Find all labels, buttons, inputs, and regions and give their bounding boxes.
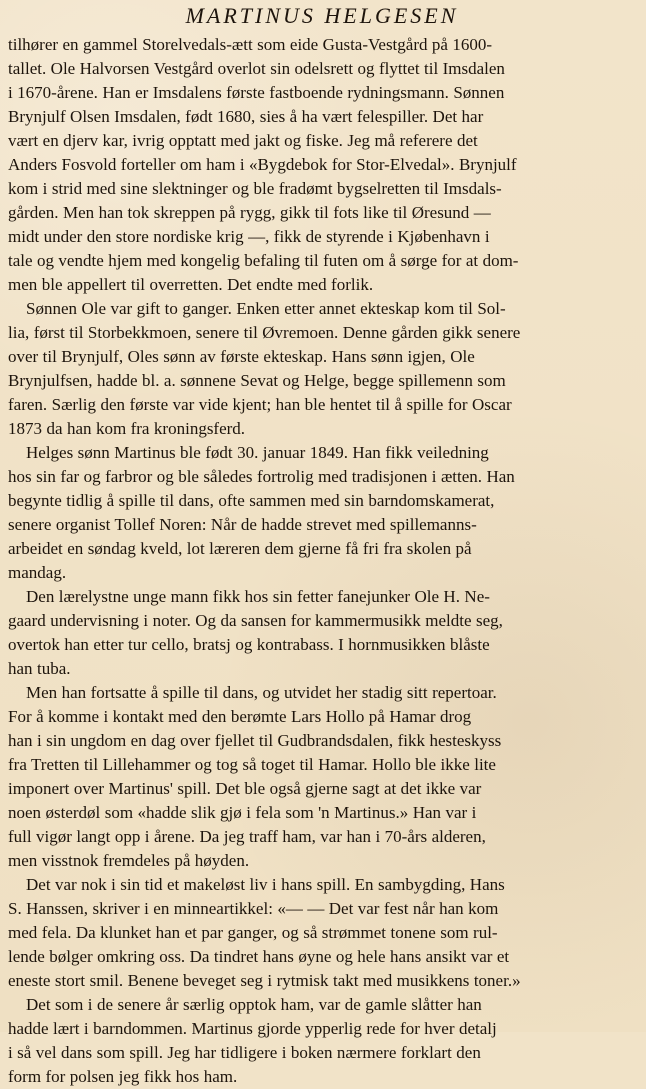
paragraph-1-line-9: midt under den store nordiske krig —, fikk de styrende i Kjøbenhavn i [8, 227, 490, 246]
paragraph-1-line-6: Anders Fosvold forteller om ham i «Bygdebok for Stor-Elvedal». Brynjulf [8, 155, 517, 174]
paragraph-1-line-1: tilhører en gammel Storelvedals-ætt som eide Gusta-Vestgård på 1600- [8, 35, 493, 54]
paragraph-5-line-4: fra Tretten til Lillehammer og tog så toget til Hamar. Hollo ble ikke lite [8, 755, 496, 774]
paragraph-6-line-4: lende bølger omkring oss. Da tindret hans øyne og hele hans ansikt var et [8, 947, 510, 966]
paragraph-5-line-5: imponert over Martinus' spill. Det ble også gjerne sagt at det ikke var [8, 779, 482, 798]
paragraph-3 [8, 441, 636, 585]
paragraph-7-line-1: Det som i de senere år særlig opptok ham, var de gamle slåtter han [26, 995, 482, 1014]
paragraph-2-line-6: 1873 da han kom fra kroningsferd. [8, 419, 246, 438]
paragraph-1-line-3: i 1670-årene. Han er Imsdalens første fastboende rydningsmann. Sønnen [8, 83, 505, 102]
paragraph-2-line-2: lia, først til Storbekkmoen, senere til Øvremoen. Denne gården gikk senere [8, 323, 521, 342]
paragraph-1-line-4: Brynjulf Olsen Imsdalen, født 1680, sies å ha vært felespiller. Det har [8, 107, 484, 126]
paragraph-3-line-4: senere organist Tollef Noren: Når de hadde strevet med spillemanns- [8, 515, 477, 534]
paragraph-2-line-5: faren. Særlig den første var vide kjent; han ble hentet til å spille for Oscar [8, 395, 512, 414]
paragraph-6-line-5: eneste stort smil. Benene beveget seg i rytmisk takt med musikkens toner.» [8, 971, 521, 990]
paragraph-7-line-2: hadde lært i barndommen. Martinus gjorde ypperlig rede for hver detalj [8, 1019, 497, 1038]
paragraph-5-line-8: men visstnok fremdeles på høyden. [8, 851, 250, 870]
paragraph-5-line-3: han i sin ungdom en dag over fjellet til Gudbrandsdalen, fikk hesteskyss [8, 731, 502, 750]
paragraph-7-line-3: i så vel dans som spill. Jeg har tidligere i boken nærmere forklart den [8, 1043, 481, 1062]
paragraph-3-line-6: mandag. [8, 563, 67, 582]
paragraph-4-line-1: Den lærelystne unge mann fikk hos sin fetter fanejunker Ole H. Ne- [26, 587, 490, 606]
paragraph-2-line-1: Sønnen Ole var gift to ganger. Enken etter annet ekteskap kom til Sol- [26, 299, 506, 318]
paragraph-2 [8, 297, 636, 441]
paragraph-7 [8, 993, 636, 1089]
paragraph-5-line-1: Men han fortsatte å spille til dans, og utvidet her stadig sitt repertoar. [26, 683, 497, 702]
paragraph-2-line-3: over til Brynjulf, Oles sønn av første ekteskap. Hans sønn igjen, Ole [8, 347, 475, 366]
paragraph-4-line-4: han tuba. [8, 659, 71, 678]
paragraph-1 [8, 33, 636, 297]
page-title: MARTINUS HELGESEN [185, 3, 459, 28]
paragraph-3-line-2: hos sin far og farbror og ble således fortrolig med tradisjonen i ætten. Han [8, 467, 515, 486]
paragraph-1-line-7: kom i strid med sine slektninger og ble fradømt bygselretten til Imsdals- [8, 179, 502, 198]
paragraph-2-line-4: Brynjulfsen, hadde bl. a. sønnene Sevat og Helge, begge spillemenn som [8, 371, 506, 390]
paragraph-1-line-11: men ble appellert til overretten. Det endte med forlik. [8, 275, 374, 294]
paragraph-5-line-7: full vigør langt opp i årene. Da jeg traff ham, var han i 70-års alderen, [8, 827, 486, 846]
paragraph-4-line-3: overtok han etter tur cello, bratsj og kontrabass. I hornmusikken blåste [8, 635, 490, 654]
paragraph-1-line-2: tallet. Ole Halvorsen Vestgård overlot sin odelsrett og flyttet til Imsdalen [8, 59, 505, 78]
paragraph-4-line-2: gaard undervisning i noter. Og da sansen for kammermusikk meldte seg, [8, 611, 503, 630]
paragraph-5 [8, 681, 636, 873]
paragraph-6-line-3: med fela. Da klunket han et par ganger, og så strømmet tonene som rul- [8, 923, 498, 942]
paragraph-7-line-4: form for polsen jeg fikk hos ham. [8, 1067, 238, 1086]
paragraph-4 [8, 585, 636, 681]
paragraph-3-line-3: begynte tidlig å spille til dans, ofte sammen med sin barndomskamerat, [8, 491, 495, 510]
paragraph-3-line-5: arbeidet en søndag kveld, lot læreren dem gjerne få fri fra skolen på [8, 539, 472, 558]
paragraph-1-line-8: gården. Men han tok skreppen på rygg, gikk til fots like til Øresund — [8, 203, 491, 222]
paragraph-1-line-10: tale og vendte hjem med kongelig befaling til futen om å sørge for at dom- [8, 251, 519, 270]
paragraph-6-line-2: S. Hanssen, skriver i en minneartikkel: «— — Det var fest når han kom [8, 899, 499, 918]
paragraph-3-line-1: Helges sønn Martinus ble født 30. januar 1849. Han fikk veiledning [26, 443, 489, 462]
paragraph-6-line-1: Det var nok i sin tid et makeløst liv i hans spill. En sambygding, Hans [26, 875, 505, 894]
paragraph-5-line-2: For å komme i kontakt med den berømte Lars Hollo på Hamar drog [8, 707, 472, 726]
paragraph-1-line-5: vært en djerv kar, ivrig opptatt med jakt og fiske. Jeg må referere det [8, 131, 478, 150]
paragraph-5-line-6: noen østerdøl som «hadde slik gjø i fela som 'n Martinus.» Han var i [8, 803, 477, 822]
paragraph-6 [8, 873, 636, 993]
